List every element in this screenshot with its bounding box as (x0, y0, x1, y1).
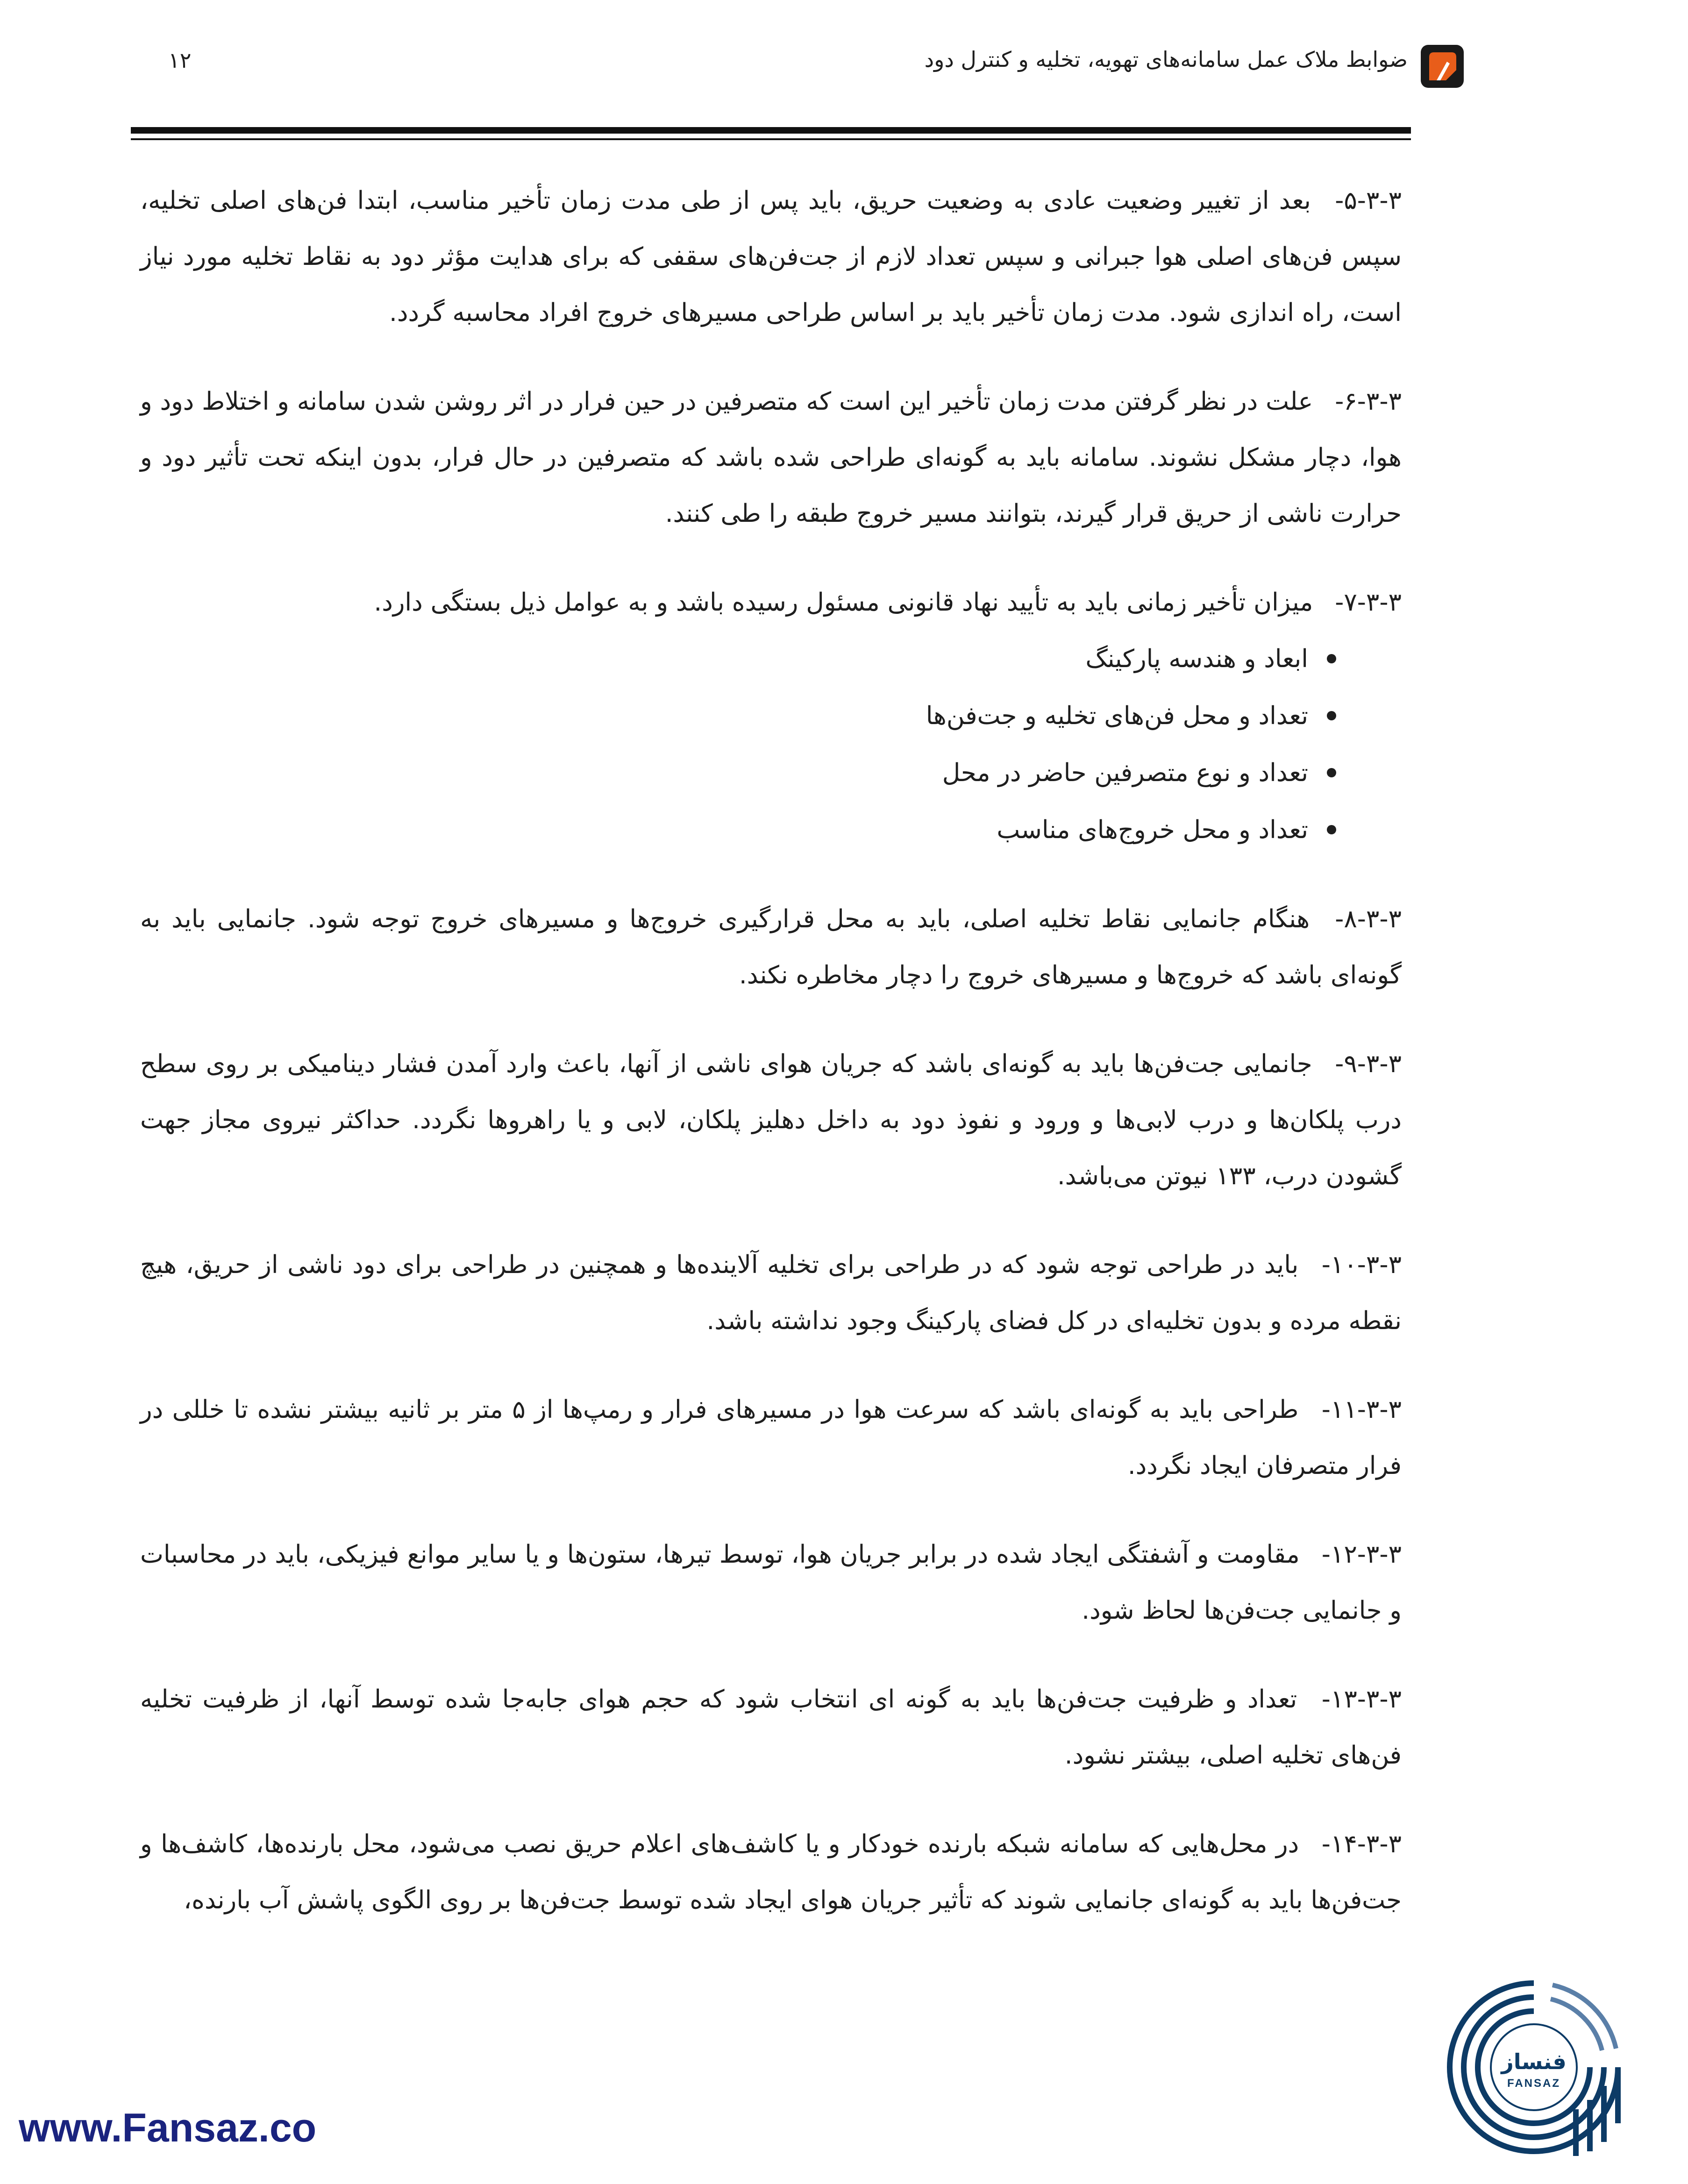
bullet-icon (1327, 711, 1336, 720)
clause-paragraph (140, 1237, 1402, 1349)
logo-text-fa: فنساز (1501, 2049, 1567, 2074)
website-link[interactable]: www.Fansaz.co (19, 2106, 317, 2150)
fansaz-logo-icon (1436, 1969, 1632, 2165)
clause-number: ۱۰-۳-۳- (1321, 1251, 1402, 1279)
clause-paragraph (140, 1036, 1402, 1204)
bullet-icon (1327, 768, 1336, 777)
page-header (131, 36, 1408, 97)
clause-paragraph (140, 1527, 1402, 1639)
list-item: تعداد و محل فن‌های تخلیه و جت‌فن‌ها (140, 688, 1336, 745)
clause-number: ۵-۳-۳- (1335, 186, 1402, 215)
clause-paragraph (140, 1672, 1402, 1784)
list-item: تعداد و محل خروج‌های مناسب (140, 802, 1336, 859)
clause-paragraph (140, 575, 1402, 631)
clause-number: ۱۴-۳-۳- (1321, 1830, 1402, 1858)
clause-text: مقاومت و آشفتگی ایجاد شده در برابر جریان هوا، توسط تیرها، ستون‌ها و یا سایر موانع فیزیکی، باید در محاسبات و جانمایی جت‌فن‌ها لحاظ شود. (140, 1540, 1402, 1625)
clause-paragraph (140, 173, 1402, 341)
clause-number: ۷-۳-۳- (1335, 588, 1402, 617)
clause-paragraph (140, 1816, 1402, 1928)
clause-paragraph (140, 891, 1402, 1003)
clause-text: طراحی باید به گونه‌ای باشد که سرعت هوا در مسیرهای فرار و رمپ‌ها از ۵ متر بر ثانیه بیشتر نشده تا خللی در فرار متصرفان ایجاد نگردد. (140, 1395, 1402, 1480)
header-rule-thick (131, 127, 1411, 134)
bullet-icon (1327, 825, 1336, 834)
clause-number: ۹-۳-۳- (1335, 1050, 1402, 1078)
factor-list (140, 631, 1402, 859)
clause-number: ۱۱-۳-۳- (1321, 1395, 1402, 1424)
clause-number: ۱۲-۳-۳- (1321, 1540, 1402, 1569)
list-item: تعداد و نوع متصرفین حاضر در محل (140, 745, 1336, 802)
clause-number: ۱۳-۳-۳- (1321, 1685, 1402, 1714)
standard-logo-icon (1419, 43, 1466, 90)
list-item: ابعاد و هندسه پارکینگ (140, 631, 1336, 688)
clause-number: ۶-۳-۳- (1335, 387, 1402, 416)
clause-text: تعداد و ظرفیت جت‌فن‌ها باید به گونه ای انتخاب شود که حجم هوای جابه‌جا شده توسط آنها، از ظرفیت تخلیه فن‌های تخلیه اصلی، بیشتر نشود. (140, 1685, 1402, 1770)
page-number: ۱۲ (168, 48, 192, 73)
header-rule-thin (131, 138, 1411, 140)
document-title: ضوابط ملاک عمل سامانه‌های تهویه، تخلیه و کنترل دود (924, 47, 1408, 72)
clause-text: میزان تأخیر زمانی باید به تأیید نهاد قانونی مسئول رسیده باشد و به عوامل ذیل بستگی دارد. (374, 588, 1313, 617)
clause-text: بعد از تغییر وضعیت عادی به وضعیت حریق، باید پس از طی مدت زمان تأخیر مناسب، ابتدا فن‌های اصلی تخلیه، سپس فن‌های اصلی هوا جبرانی و سپس تعداد لازم از جت‌فن‌های سقفی که برای هدایت مؤثر دود به نقاط تخلیه مورد نیاز است، راه اندازی شود. مدت زمان تأخیر باید بر اساس طراحی مسیرهای خروج افراد محاسبه گردد. (140, 186, 1402, 327)
clause-text: باید در طراحی توجه شود که در طراحی برای تخلیه آلاینده‌ها و همچنین در طراحی برای دود ناشی از حریق، هیچ نقطه مرده و بدون تخلیه‌ای در کل فضای پارکینگ وجود نداشته باشد. (140, 1251, 1402, 1335)
clause-text: علت در نظر گرفتن مدت زمان تأخیر این است که متصرفین در حین فرار در اثر روشن شدن سامانه و اختلاط دود و هوا، دچار مشکل نشوند. سامانه باید به گونه‌ای طراحی شده باشد که متصرفین در حال فرار، بدون اینکه تحت تأثیر دود و حرارت ناشی از حریق قرار گیرند، بتوانند مسیر خروج طبقه را طی کنند. (140, 387, 1402, 528)
clause-number: ۸-۳-۳- (1335, 905, 1402, 933)
logo-text-en: FANSAZ (1507, 2077, 1560, 2090)
clause-text: در محل‌هایی که سامانه شبکه بارنده خودکار و یا کاشف‌های اعلام حریق نصب می‌شود، محل بارنده‌ها، کاشف‌ها و جت‌فن‌ها باید به گونه‌ای جانمایی شوند که تأثیر جریان هوای ایجاد شده توسط جت‌فن‌ها بر روی الگوی پاشش آب بارنده، (140, 1830, 1402, 1914)
clause-paragraph (140, 374, 1402, 542)
clause-paragraph (140, 1382, 1402, 1494)
clause-text: هنگام جانمایی نقاط تخلیه اصلی، باید به محل قرارگیری خروج‌ها و مسیرهای خروج توجه شود. جانمایی باید به گونه‌ای باشد که خروج‌ها و مسیرهای خروج را دچار مخاطره نکند. (140, 905, 1402, 989)
bullet-icon (1327, 654, 1336, 663)
clause-text: جانمایی جت‌فن‌ها باید به گونه‌ای باشد که جریان هوای ناشی از آنها، باعث وارد آمدن فشار دینامیکی بر روی سطح درب پلکان‌ها و درب لابی‌ها و ورود و نفوذ دود به داخل دهلیز پلکان، لابی و یا راهروها نگردد. حداکثر نیروی مجاز جهت گشودن درب، ۱۳۳ نیوتن می‌باشد. (140, 1050, 1402, 1190)
document-body (140, 173, 1402, 1961)
